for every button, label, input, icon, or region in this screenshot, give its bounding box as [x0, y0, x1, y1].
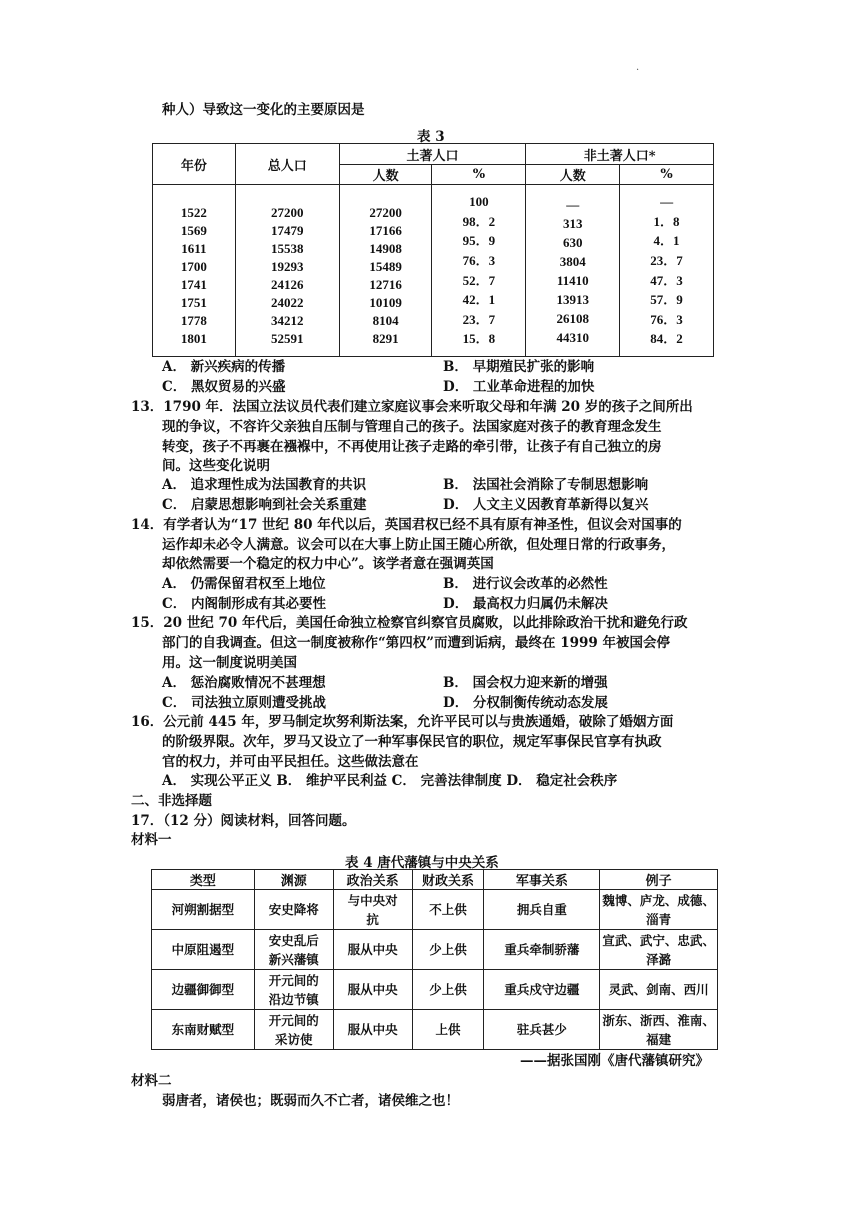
- cell-military: 驻兵甚少: [484, 1010, 600, 1050]
- table-4: [151, 869, 718, 1050]
- table-cell-value: —: [660, 194, 674, 210]
- table-cell-value: 15．8: [462, 331, 496, 347]
- table-cell-value: 1751: [180, 294, 207, 310]
- table-4-caption: 表 4 唐代藩镇与中央关系: [345, 855, 499, 871]
- q15-option-b: B． 国会权力迎来新的增强: [443, 675, 608, 691]
- header-native-pct: %: [432, 165, 526, 185]
- q13-line-3: 转变，孩子不再裹在襁褓中，不再使用让孩子走路的牵引带，让孩子有自己独立的房: [162, 439, 662, 455]
- q13-option-c: C． 启蒙思想影响到社会关系重建: [162, 497, 367, 513]
- cell-origin: 安史降将: [254, 890, 333, 930]
- table-cell-value: 1778: [180, 312, 207, 328]
- cell-finance: 不上供: [412, 890, 484, 930]
- table-cell-value: 57．9: [650, 292, 683, 308]
- table-cell-value: 23．7: [650, 252, 683, 268]
- table-cell-value: 15489: [369, 258, 402, 274]
- header-native-count: 人数: [339, 165, 432, 185]
- q12-option-c: C． 黑奴贸易的兴盛: [162, 379, 286, 395]
- table-cell-value: 1569: [180, 222, 207, 238]
- q15-line-1: 15．20 世纪 70 年代后，美国任命独立检察官纠察官员腐败，以此排除政治干扰和避免行政: [131, 615, 688, 631]
- t4-header-origin: 渊源: [254, 870, 333, 890]
- material-1-label: 材料一: [131, 832, 172, 848]
- cell-type: 边疆御御型: [152, 970, 255, 1010]
- q12-option-b: B． 早期殖民扩张的影响: [443, 359, 595, 375]
- cell-military: 重兵牵制骄藩: [484, 930, 600, 970]
- table-cell-value: 24022: [271, 294, 304, 310]
- table-cell-value: 1801: [180, 330, 207, 346]
- table-3-caption: 表 3: [417, 129, 445, 145]
- q12-option-d: D． 工业革命进程的加快: [443, 379, 595, 395]
- table-row: [152, 1010, 718, 1050]
- cell-example: 浙东、浙西、淮南、福建: [600, 1010, 718, 1050]
- q15-line-3: 用。这一制度说明美国: [162, 655, 297, 671]
- header-total: 总人口: [235, 144, 339, 185]
- table-cell-value: 11410: [556, 272, 589, 288]
- table-4-header-row: [152, 870, 718, 890]
- table-cell-value: 42．1: [462, 292, 496, 308]
- section-2-heading: 二、非选择题: [131, 793, 212, 809]
- table-cell-value: 95．9: [462, 233, 496, 249]
- header-non-native-count: 人数: [526, 165, 620, 185]
- cell-origin: 开元间的采访使: [254, 1010, 333, 1050]
- table-cell-value: 76．3: [462, 252, 496, 268]
- table-cell-value: 8104: [372, 312, 399, 328]
- table-cell-value: 8291: [372, 330, 399, 346]
- q15-option-d: D． 分权制衡传统动态发展: [443, 695, 608, 711]
- cell-example: 宣武、武宁、忠武、泽潞: [600, 930, 718, 970]
- table-cell-value: 10109: [369, 294, 402, 310]
- table-cell-value: 23．7: [462, 311, 496, 327]
- table-cell-value: 1．8: [653, 213, 680, 229]
- cell-type: 中原阻遏型: [152, 930, 255, 970]
- table-row: [152, 970, 718, 1010]
- table-cell-value: 26108: [556, 310, 589, 326]
- q14-line-3: 却依然需要一个稳定的权力中心”。该学者意在强调英国: [162, 556, 494, 572]
- cell-example: 灵武、剑南、西川: [600, 970, 718, 1010]
- q13-line-2: 现的争议，不容许父亲独自压制与管理自己的孩子。法国家庭对孩子的教育理念发生: [162, 419, 662, 435]
- cell-finance: 少上供: [412, 930, 484, 970]
- cell-political: 与中央对抗: [333, 890, 412, 930]
- material-2-label: 材料二: [131, 1073, 172, 1089]
- q15-option-a: A． 惩治腐败情况不甚理想: [162, 675, 326, 691]
- table-cell-value: 52591: [271, 330, 304, 346]
- cell-type: 河朔割据型: [152, 890, 255, 930]
- table-cell-value: 4．1: [653, 233, 680, 249]
- table-4-source: ——据张国刚《唐代藩镇研究》: [520, 1053, 709, 1069]
- table-cell-value: 27200: [271, 204, 304, 220]
- q12-option-a: A． 新兴疾病的传播: [162, 359, 286, 375]
- column-year: [153, 185, 236, 357]
- table-cell-value: 24126: [271, 276, 304, 292]
- table-cell-value: 98．2: [462, 213, 496, 229]
- header-native: 土著人口: [339, 144, 526, 165]
- question-12-stem-tail: 种人）导致这一变化的主要原因是: [162, 102, 365, 118]
- table-row: [152, 890, 718, 930]
- table-cell-value: 1700: [180, 258, 207, 274]
- q13-line-1: 13．1790 年．法国立法议员代表们建立家庭议事会来听取父母和年满 20 岁的孩子之间所出: [131, 399, 693, 415]
- table-cell-value: 15538: [271, 240, 304, 256]
- table-3: [152, 143, 714, 357]
- q13-option-b: B． 法国社会消除了专制思想影响: [443, 477, 649, 493]
- table-cell-value: 27200: [369, 204, 402, 220]
- question-17: 17．（12 分）阅读材料，回答问题。: [131, 813, 356, 829]
- table-cell-value: 34212: [271, 312, 304, 328]
- cell-type: 东南财赋型: [152, 1010, 255, 1050]
- t4-header-political: 政治关系: [333, 870, 412, 890]
- column-non-native-pct: [620, 185, 714, 357]
- table-cell-value: 3804: [559, 253, 586, 269]
- q14-option-a: A． 仍需保留君权至上地位: [162, 576, 326, 592]
- cell-origin: 安史乱后新兴藩镇: [254, 930, 333, 970]
- table-cell-value: 14908: [369, 240, 402, 256]
- table-cell-value: 12716: [369, 276, 402, 292]
- q16-line-1: 16．公元前 445 年，罗马制定坎努利斯法案，允许平民可以与贵族通婚，破除了婚姻方面: [131, 714, 674, 730]
- material-2-text: 弱唐者，诸侯也；既弱而久不亡者，诸侯维之也！: [162, 1093, 459, 1109]
- table-cell-value: 19293: [271, 258, 304, 274]
- q14-line-1: 14．有学者认为“17 世纪 80 年代以后，英国君权已经不具有原有神圣性，但议会对国事的: [131, 517, 682, 533]
- table-cell-value: 313: [562, 215, 583, 231]
- t4-header-military: 军事关系: [484, 870, 600, 890]
- q14-option-c: C． 内阁制形成有其必要性: [162, 596, 326, 612]
- q13-option-a: A． 追求理性成为法国教育的共识: [162, 477, 367, 493]
- table-cell-value: 1611: [181, 240, 207, 256]
- table-cell-value: 100: [469, 194, 489, 210]
- cell-origin: 开元间的沿边节镇: [254, 970, 333, 1010]
- table-cell-value: 1741: [180, 276, 207, 292]
- header-year: 年份: [153, 144, 236, 185]
- table-cell-value: 76．3: [650, 311, 683, 327]
- q15-line-2: 部门的自我调查。但这一制度被称作“第四权”而遭到诟病，最终在 1999 年被国会停: [162, 635, 671, 651]
- q14-option-d: D． 最高权力归属仍未解决: [443, 596, 608, 612]
- t4-header-example: 例子: [600, 870, 718, 890]
- header-non-native-pct: %: [620, 165, 714, 185]
- column-total: [235, 185, 339, 357]
- table-cell-value: 84．2: [650, 331, 683, 347]
- cell-finance: 上供: [412, 1010, 484, 1050]
- cell-political: 服从中央: [333, 970, 412, 1010]
- table-cell-value: 13913: [556, 291, 589, 307]
- q15-option-c: C． 司法独立原则遭受挑战: [162, 695, 326, 711]
- table-cell-value: 17166: [369, 222, 402, 238]
- t4-header-finance: 财政关系: [412, 870, 484, 890]
- page-dot: .: [636, 62, 640, 73]
- q16-line-3: 官的权力，并可由平民担任。这些做法意在: [162, 754, 419, 770]
- q13-option-d: D． 人文主义因教育革新得以复兴: [443, 497, 649, 513]
- table-cell-value: 52．7: [462, 272, 496, 288]
- table-cell-value: —: [566, 196, 580, 212]
- column-non-native-count: [526, 185, 620, 357]
- header-non-native: 非土著人口*: [526, 144, 714, 165]
- table-cell-value: 17479: [271, 222, 304, 238]
- table-cell-value: 1522: [180, 204, 207, 220]
- table-cell-value: 47．3: [650, 272, 683, 288]
- q16-line-2: 的阶级界限。次年，罗马又设立了一种军事保民官的职位，规定军事保民官享有执政: [162, 734, 662, 750]
- q16-options: A． 实现公平正义 B． 维护平民利益 C． 完善法律制度 D． 稳定社会秩序: [162, 773, 618, 789]
- q14-line-2: 运作却未必令人满意。议会可以在大事上防止国王随心所欲，但处理日常的行政事务，: [162, 537, 675, 553]
- q13-line-4: 间。这些变化说明: [162, 458, 270, 474]
- cell-finance: 少上供: [412, 970, 484, 1010]
- table-row: [152, 930, 718, 970]
- cell-example: 魏博、庐龙、成德、淄青: [600, 890, 718, 930]
- cell-political: 服从中央: [333, 930, 412, 970]
- cell-political: 服从中央: [333, 1010, 412, 1050]
- table-cell-value: 630: [562, 234, 583, 250]
- column-native-pct: [432, 185, 526, 357]
- t4-header-type: 类型: [152, 870, 255, 890]
- q14-option-b: B． 进行议会改革的必然性: [443, 576, 608, 592]
- cell-military: 重兵戍守边疆: [484, 970, 600, 1010]
- column-native-count: [339, 185, 432, 357]
- cell-military: 拥兵自重: [484, 890, 600, 930]
- table-cell-value: 44310: [556, 329, 589, 345]
